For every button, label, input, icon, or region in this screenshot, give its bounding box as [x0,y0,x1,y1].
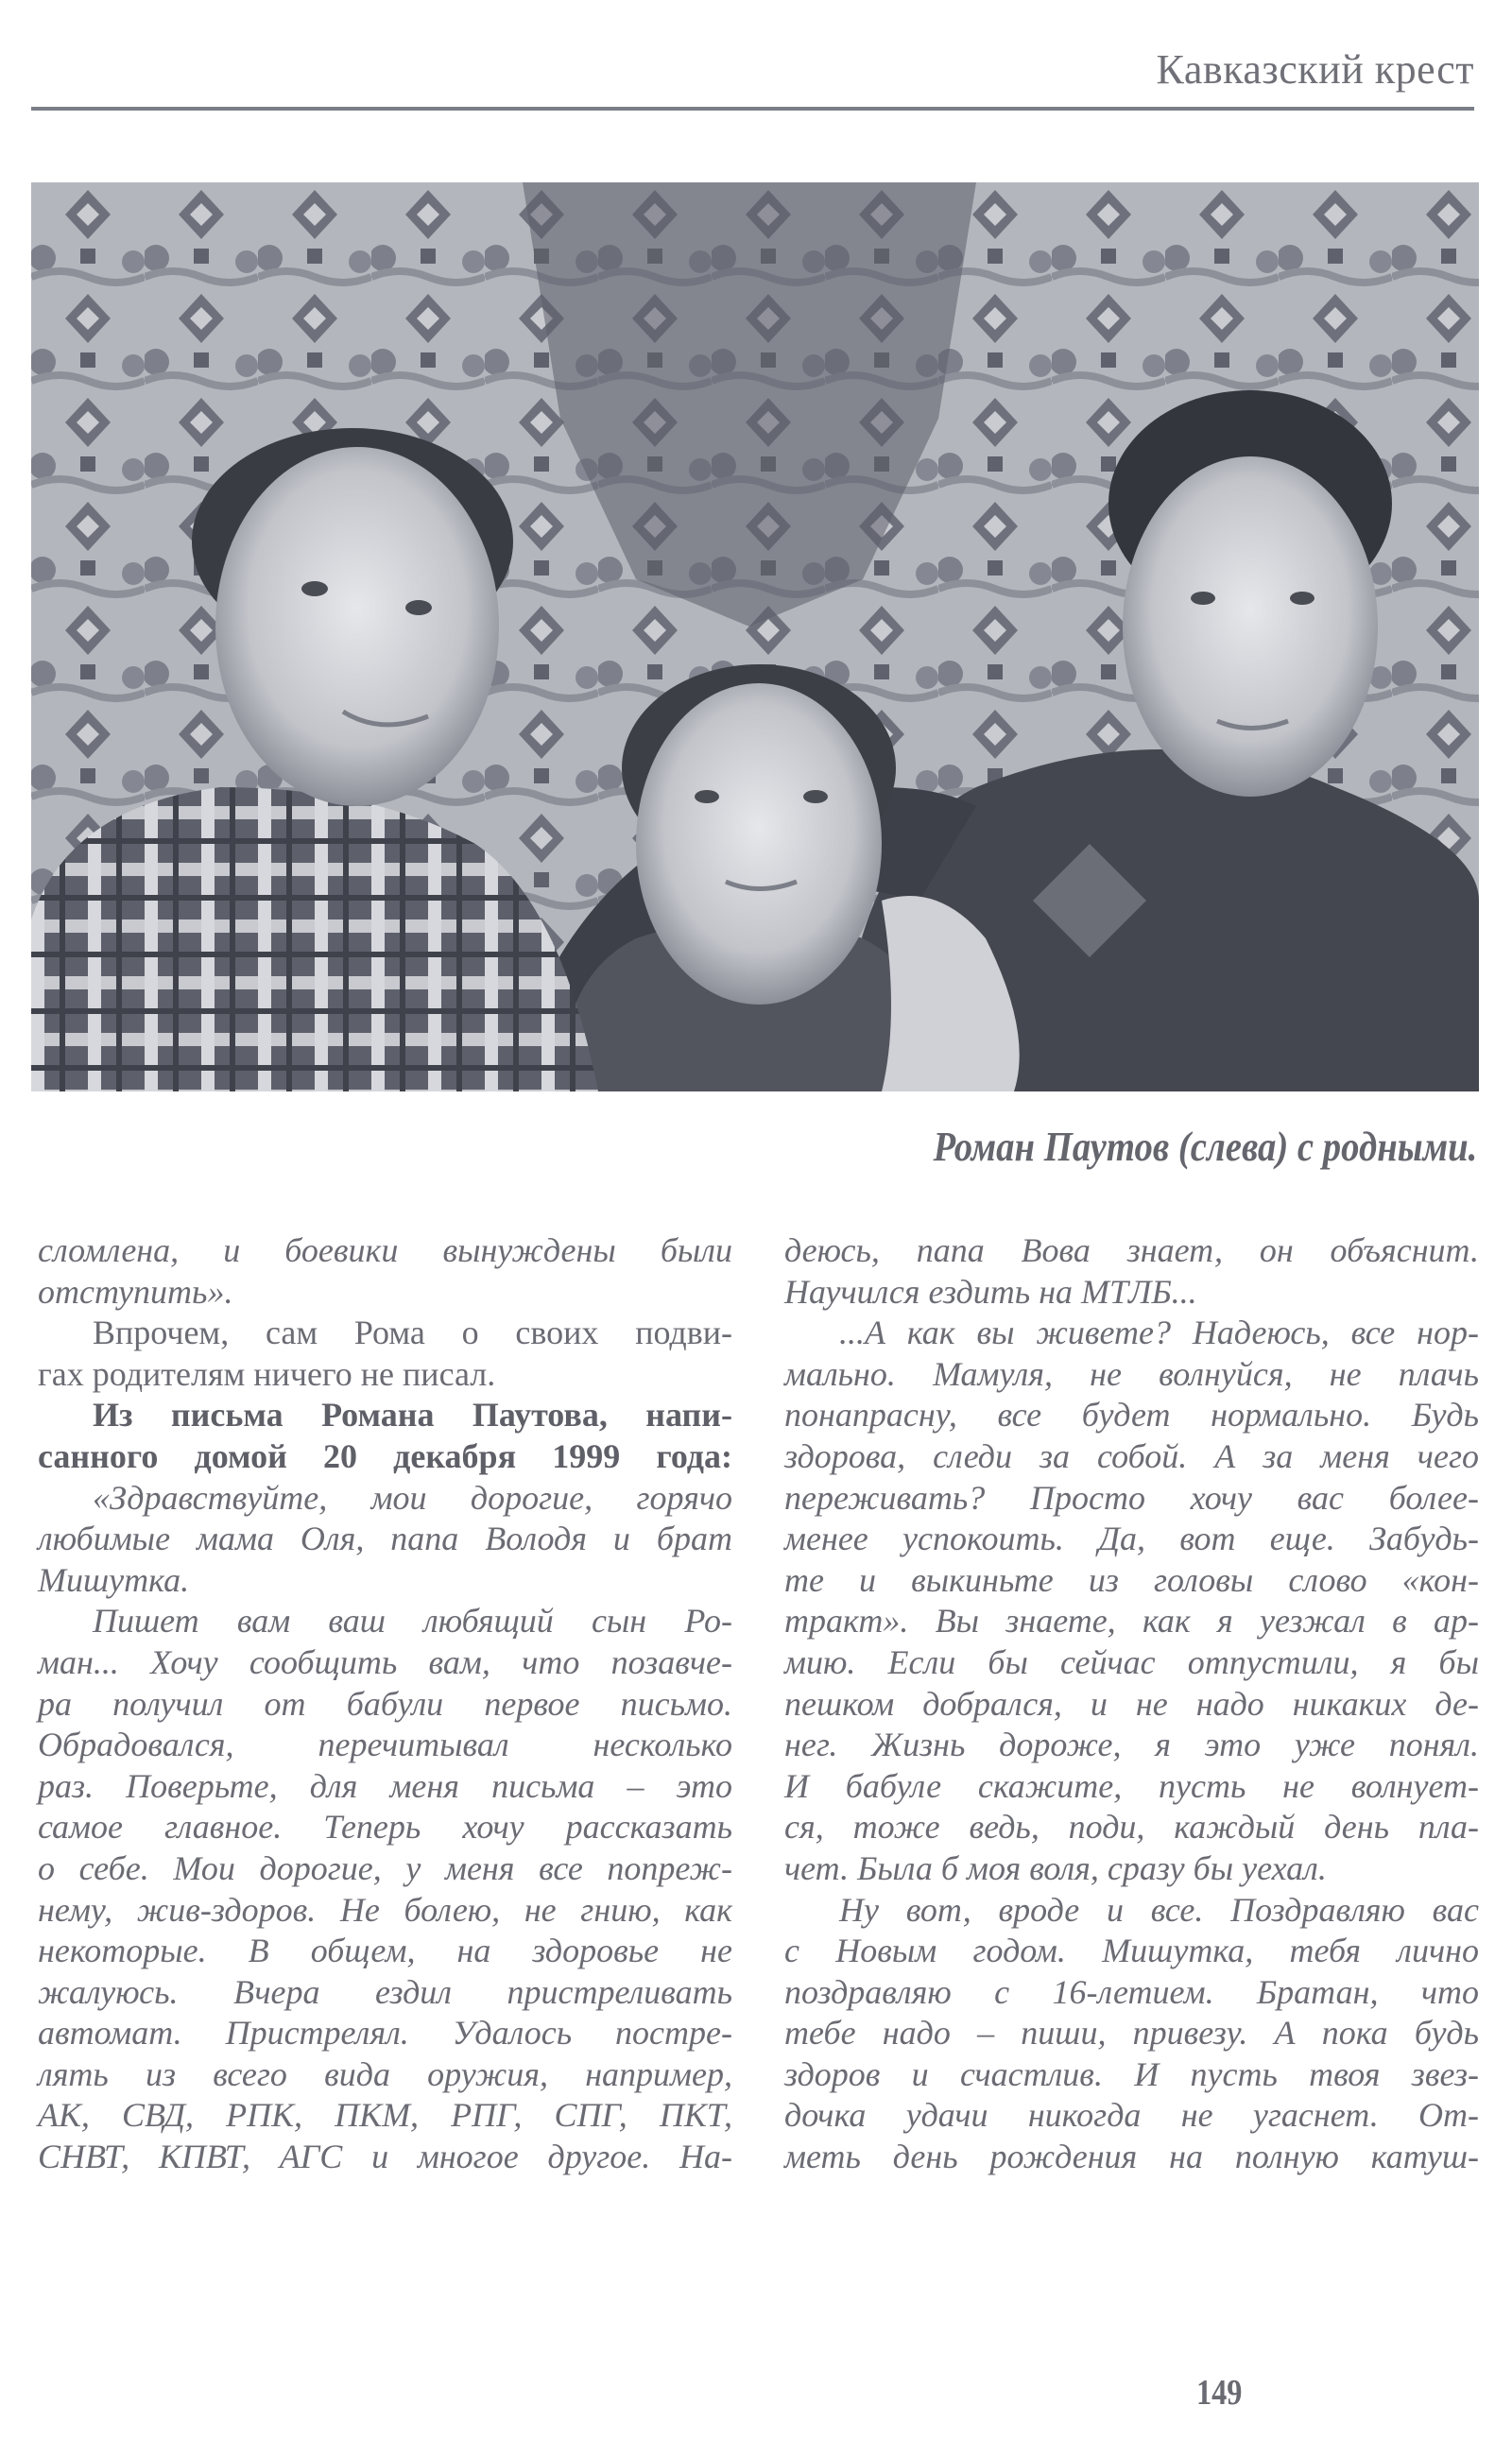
text-line: раз. Поверьте, для меня письма – это [38,1766,732,1805]
text-line: Пишет вам ваш любящий сын Ро- [93,1602,732,1641]
text-line: Мишутка. [38,1560,190,1599]
text-line: самое главное. Теперь хочу рассказать [38,1808,732,1847]
text-line: автомат. Пристрелял. Удалось постре- [38,2014,732,2053]
text-line: И бабуле скажите, пусть не волнует- [784,1766,1479,1805]
text-line: меть день рождения на полную катуш- [784,2138,1479,2176]
photo [31,182,1479,1091]
text-line: менее успокоить. Да, вот еще. Забудь- [784,1520,1479,1558]
text-line: пешком добрался, и не надо никаких де- [784,1684,1479,1723]
text-line: здоров и счастлив. И пусть твоя звез- [784,2054,1479,2093]
text-line: поздравляю с 16-летием. Братан, что [784,1972,1479,2011]
text-line: дочка удачи никогда не угаснет. От- [784,2096,1479,2135]
header-rule [31,107,1474,111]
text-line: ра получил от бабули первое письмо. [38,1684,732,1723]
text-line: «Здравствуйте, мои дорогие, горячо [93,1478,732,1517]
text-line: чет. Была б моя воля, сразу бы уехал. [784,1848,1327,1887]
text-line: о себе. Мои дорогие, у меня все попреж- [38,1848,732,1887]
text-line: нему, жив-здоров. Не болею, не гнию, как [38,1890,732,1929]
text-line: любимые мама Оля, папа Володя и брат [38,1520,732,1558]
text-line: Научился ездить на МТЛБ... [784,1272,1197,1311]
text-line: мию. Если бы сейчас отпустили, я бы [784,1642,1479,1681]
text-line: СНВТ, КПВТ, АГС и многое другое. На- [38,2138,732,2176]
photo-caption: Роман Паутов (слева) с родными. [933,1124,1477,1170]
text-line: некоторые. В общем, на здоровье не [38,1932,732,1970]
text-line: ман... Хочу сообщить вам, что позавче- [38,1642,732,1681]
text-line: переживать? Просто хочу вас более- [784,1478,1479,1517]
text-line: ся, тоже ведь, поди, каждый день пла- [784,1808,1479,1847]
text-line: понапрасну, все будет нормально. Будь [784,1396,1479,1435]
text-column-right [784,1230,1479,2178]
text-line: мально. Мамуля, не волнуйся, не плачь [784,1354,1479,1393]
text-line: деюсь, папа Вова знает, он объяснит. [784,1231,1479,1269]
text-line: те и выкиньте из головы слово «кон- [784,1560,1479,1599]
text-line: тебе надо – пиши, привезу. А пока будь [784,2014,1479,2053]
text-line: Ну вот, вроде и все. Поздравляю вас [839,1890,1479,1929]
text-line: Обрадовался, перечитывал несколько [38,1726,732,1764]
text-line: отступить». [38,1272,233,1311]
text-line: лять из всего вида оружия, например, [38,2054,732,2093]
text-line: тракт». Вы знаете, как я уезжал в ар- [784,1602,1479,1641]
running-head: Кавказский крест [1156,46,1474,93]
text-line: нег. Жизнь дороже, я это уже понял. [784,1726,1479,1764]
page-number: 149 [1196,2373,1243,2413]
text-line: сломлена, и боевики вынуждены были [38,1231,732,1269]
text-line: жалуюсь. Вчера ездил пристреливать [38,1972,732,2011]
text-line: АК, СВД, РПК, ПКМ, РПГ, СПГ, ПКТ, [38,2096,732,2135]
text-line: Из письма Романа Паутова, напи- [93,1396,732,1435]
text-line: гах родителям ничего не писал. [38,1354,496,1393]
text-column-left [38,1230,732,2178]
text-line: с Новым годом. Мишутка, тебя лично [784,1932,1479,1970]
text-line: Впрочем, сам Рома о своих подви- [93,1314,732,1352]
photo-image [31,182,1479,1091]
text-line: санного домой 20 декабря 1999 года: [38,1436,732,1475]
text-line: ...А как вы живете? Надеюсь, все нор- [839,1314,1479,1352]
text-line: здорова, следи за собой. А за меня чего [784,1436,1479,1475]
